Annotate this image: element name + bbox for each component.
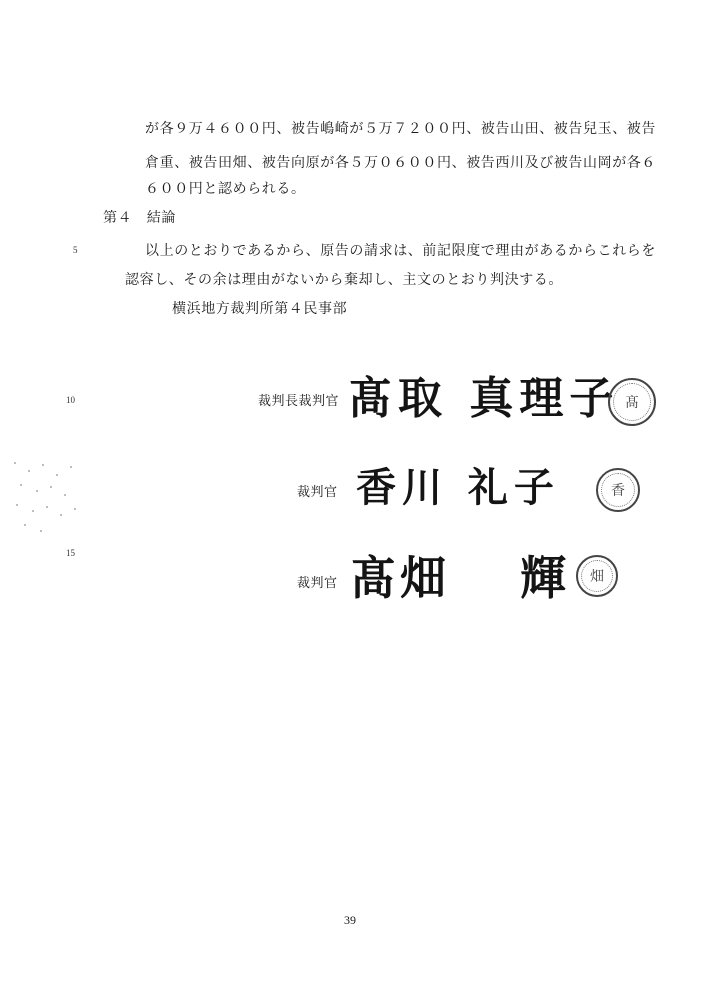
court-name: 横浜地方裁判所第４民事部 <box>172 301 348 317</box>
judge-role-2: 裁判官 <box>297 485 338 500</box>
judge-role-presiding: 裁判長裁判官 <box>258 394 340 409</box>
section-heading: 第４ 結論 <box>103 210 176 226</box>
line-number-15: 15 <box>66 548 75 558</box>
judge-role-3: 裁判官 <box>297 576 338 591</box>
conclusion-line-1: 以上のとおりであるから、原告の請求は、前記限度で理由があるからこれらを <box>145 243 656 259</box>
body-line-3: ６００円と認められる。 <box>145 181 306 197</box>
body-line-2: 倉重、被告田畑、被告向原が各５万０６００円、被告西川及び被告山岡が各６ <box>145 155 656 171</box>
seal-stamp-icon: 香 <box>596 468 640 512</box>
page-number: 39 <box>344 913 356 927</box>
line-number-10: 10 <box>66 395 75 405</box>
line-number-5: 5 <box>73 245 78 255</box>
conclusion-line-2: 認容し、その余は理由がないから棄却し、主文のとおり判決する。 <box>125 272 563 288</box>
seal-stamp-icon: 畑 <box>576 555 618 597</box>
signature-judge-3: 髙畑 輝 <box>350 551 571 605</box>
signature-presiding-judge: 髙取 真理子 <box>348 373 620 424</box>
seal-stamp-icon: 髙 <box>608 378 656 426</box>
signature-judge-2: 香川 礼子 <box>356 464 560 511</box>
body-line-1: が各９万４６００円、被告嶋崎が５万７２００円、被告山田、被告兒玉、被告 <box>145 121 656 137</box>
